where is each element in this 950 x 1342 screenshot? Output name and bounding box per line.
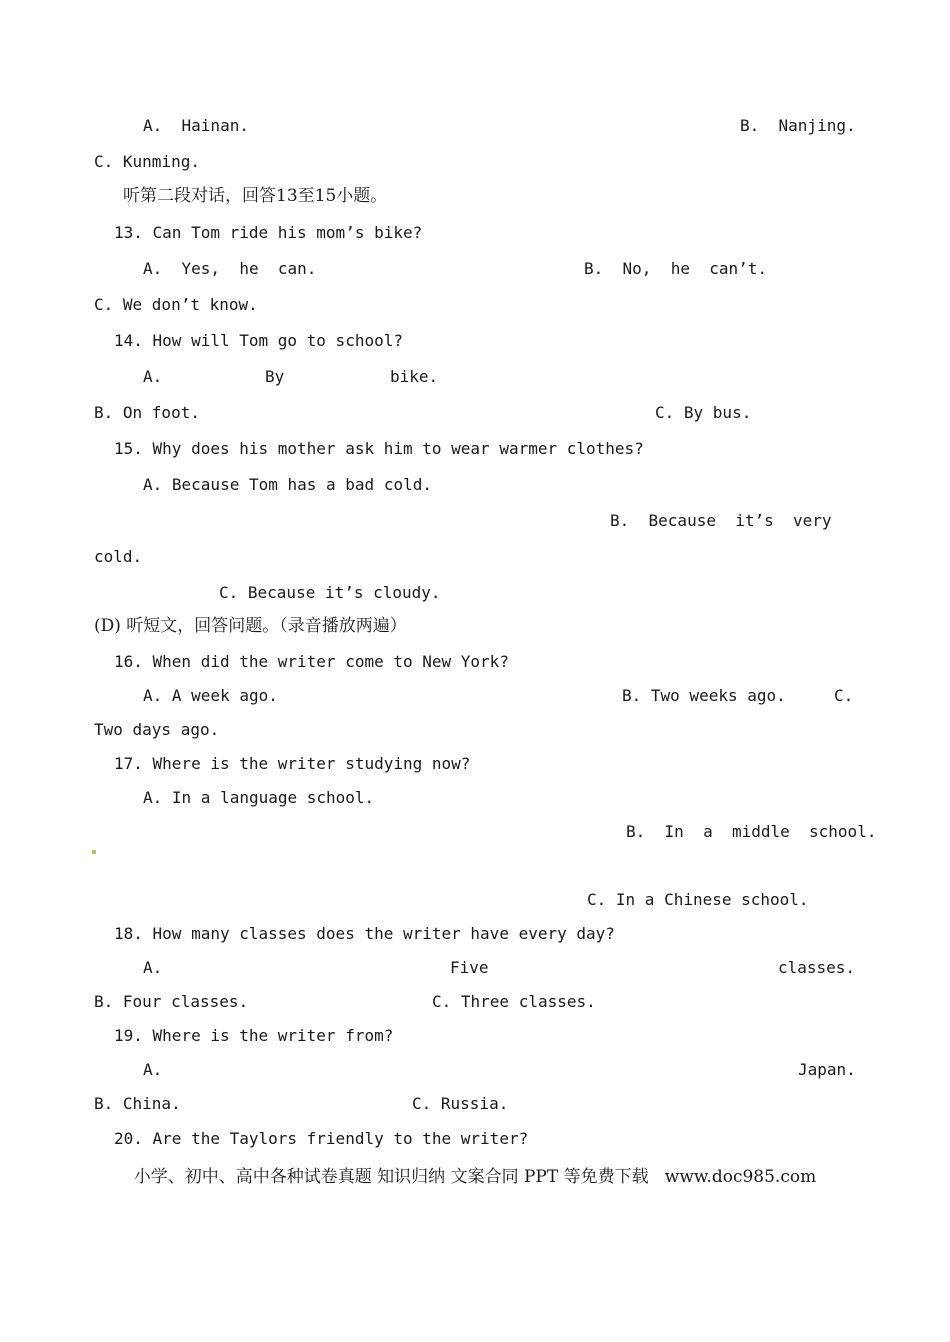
option-q15-b-continued: cold.	[94, 547, 143, 566]
option-q16-a: A. A week ago.	[143, 686, 278, 705]
option-q14-c: C. By bus.	[655, 403, 752, 422]
section-d-instruction: (D) 听短文，回答问题。（录音播放两遍）	[94, 616, 407, 636]
decorative-dot	[92, 850, 96, 854]
question-20: 20. Are the Taylors friendly to the writer?	[114, 1129, 529, 1148]
question-15: 15. Why does his mother ask him to wear warmer clothes?	[114, 439, 644, 458]
section-2-instruction: 听第二段对话，回答13至15小题。	[123, 186, 388, 206]
option-q13-a: A. Yes, he can.	[143, 259, 317, 278]
option-q13-c: C. We don’t know.	[94, 295, 258, 314]
question-16: 16. When did the writer come to New York?	[114, 652, 509, 671]
question-17: 17. Where is the writer studying now?	[114, 754, 471, 773]
option-q14-a-label: A.	[143, 367, 163, 386]
page-footer: 小学、初中、高中各种试卷真题 知识归纳 文案合同 PPT 等免费下载 www.doc985.com	[133, 1167, 817, 1187]
option-q15-c: C. Because it’s cloudy.	[219, 583, 441, 602]
option-q16-c-label: C.	[834, 686, 854, 705]
option-q14-a-word: bike.	[390, 367, 439, 386]
option-q18-b: B. Four classes.	[94, 992, 249, 1011]
option-q12-b: B. Nanjing.	[740, 116, 856, 135]
option-q16-c-continued: Two days ago.	[94, 720, 220, 739]
option-q17-c: C. In a Chinese school.	[587, 890, 809, 909]
option-q17-b: B. In a middle school.	[626, 822, 877, 841]
option-q19-a-label: A.	[143, 1060, 163, 1079]
option-q19-a-word: Japan.	[798, 1060, 856, 1079]
option-q14-a-word: By	[265, 367, 285, 386]
question-19: 19. Where is the writer from?	[114, 1026, 394, 1045]
question-14: 14. How will Tom go to school?	[114, 331, 403, 350]
option-q12-a: A. Hainan.	[143, 116, 249, 135]
option-q19-c: C. Russia.	[412, 1094, 509, 1113]
option-q18-c: C. Three classes.	[432, 992, 596, 1011]
question-13: 13. Can Tom ride his mom’s bike?	[114, 223, 423, 242]
option-q18-a-word: Five	[450, 958, 489, 977]
question-18: 18. How many classes does the writer have every day?	[114, 924, 615, 943]
option-q18-a-word: classes.	[778, 958, 856, 977]
option-q14-b: B. On foot.	[94, 403, 200, 422]
option-q17-a: A. In a language school.	[143, 788, 375, 807]
option-q19-b: B. China.	[94, 1094, 181, 1113]
option-q15-b: B. Because it’s very	[610, 511, 832, 530]
option-q16-b: B. Two weeks ago.	[622, 686, 786, 705]
option-q13-b: B. No, he can’t.	[584, 259, 768, 278]
option-q12-c: C. Kunming.	[94, 152, 200, 171]
option-q15-a: A. Because Tom has a bad cold.	[143, 475, 432, 494]
option-q18-a-label: A.	[143, 958, 163, 977]
